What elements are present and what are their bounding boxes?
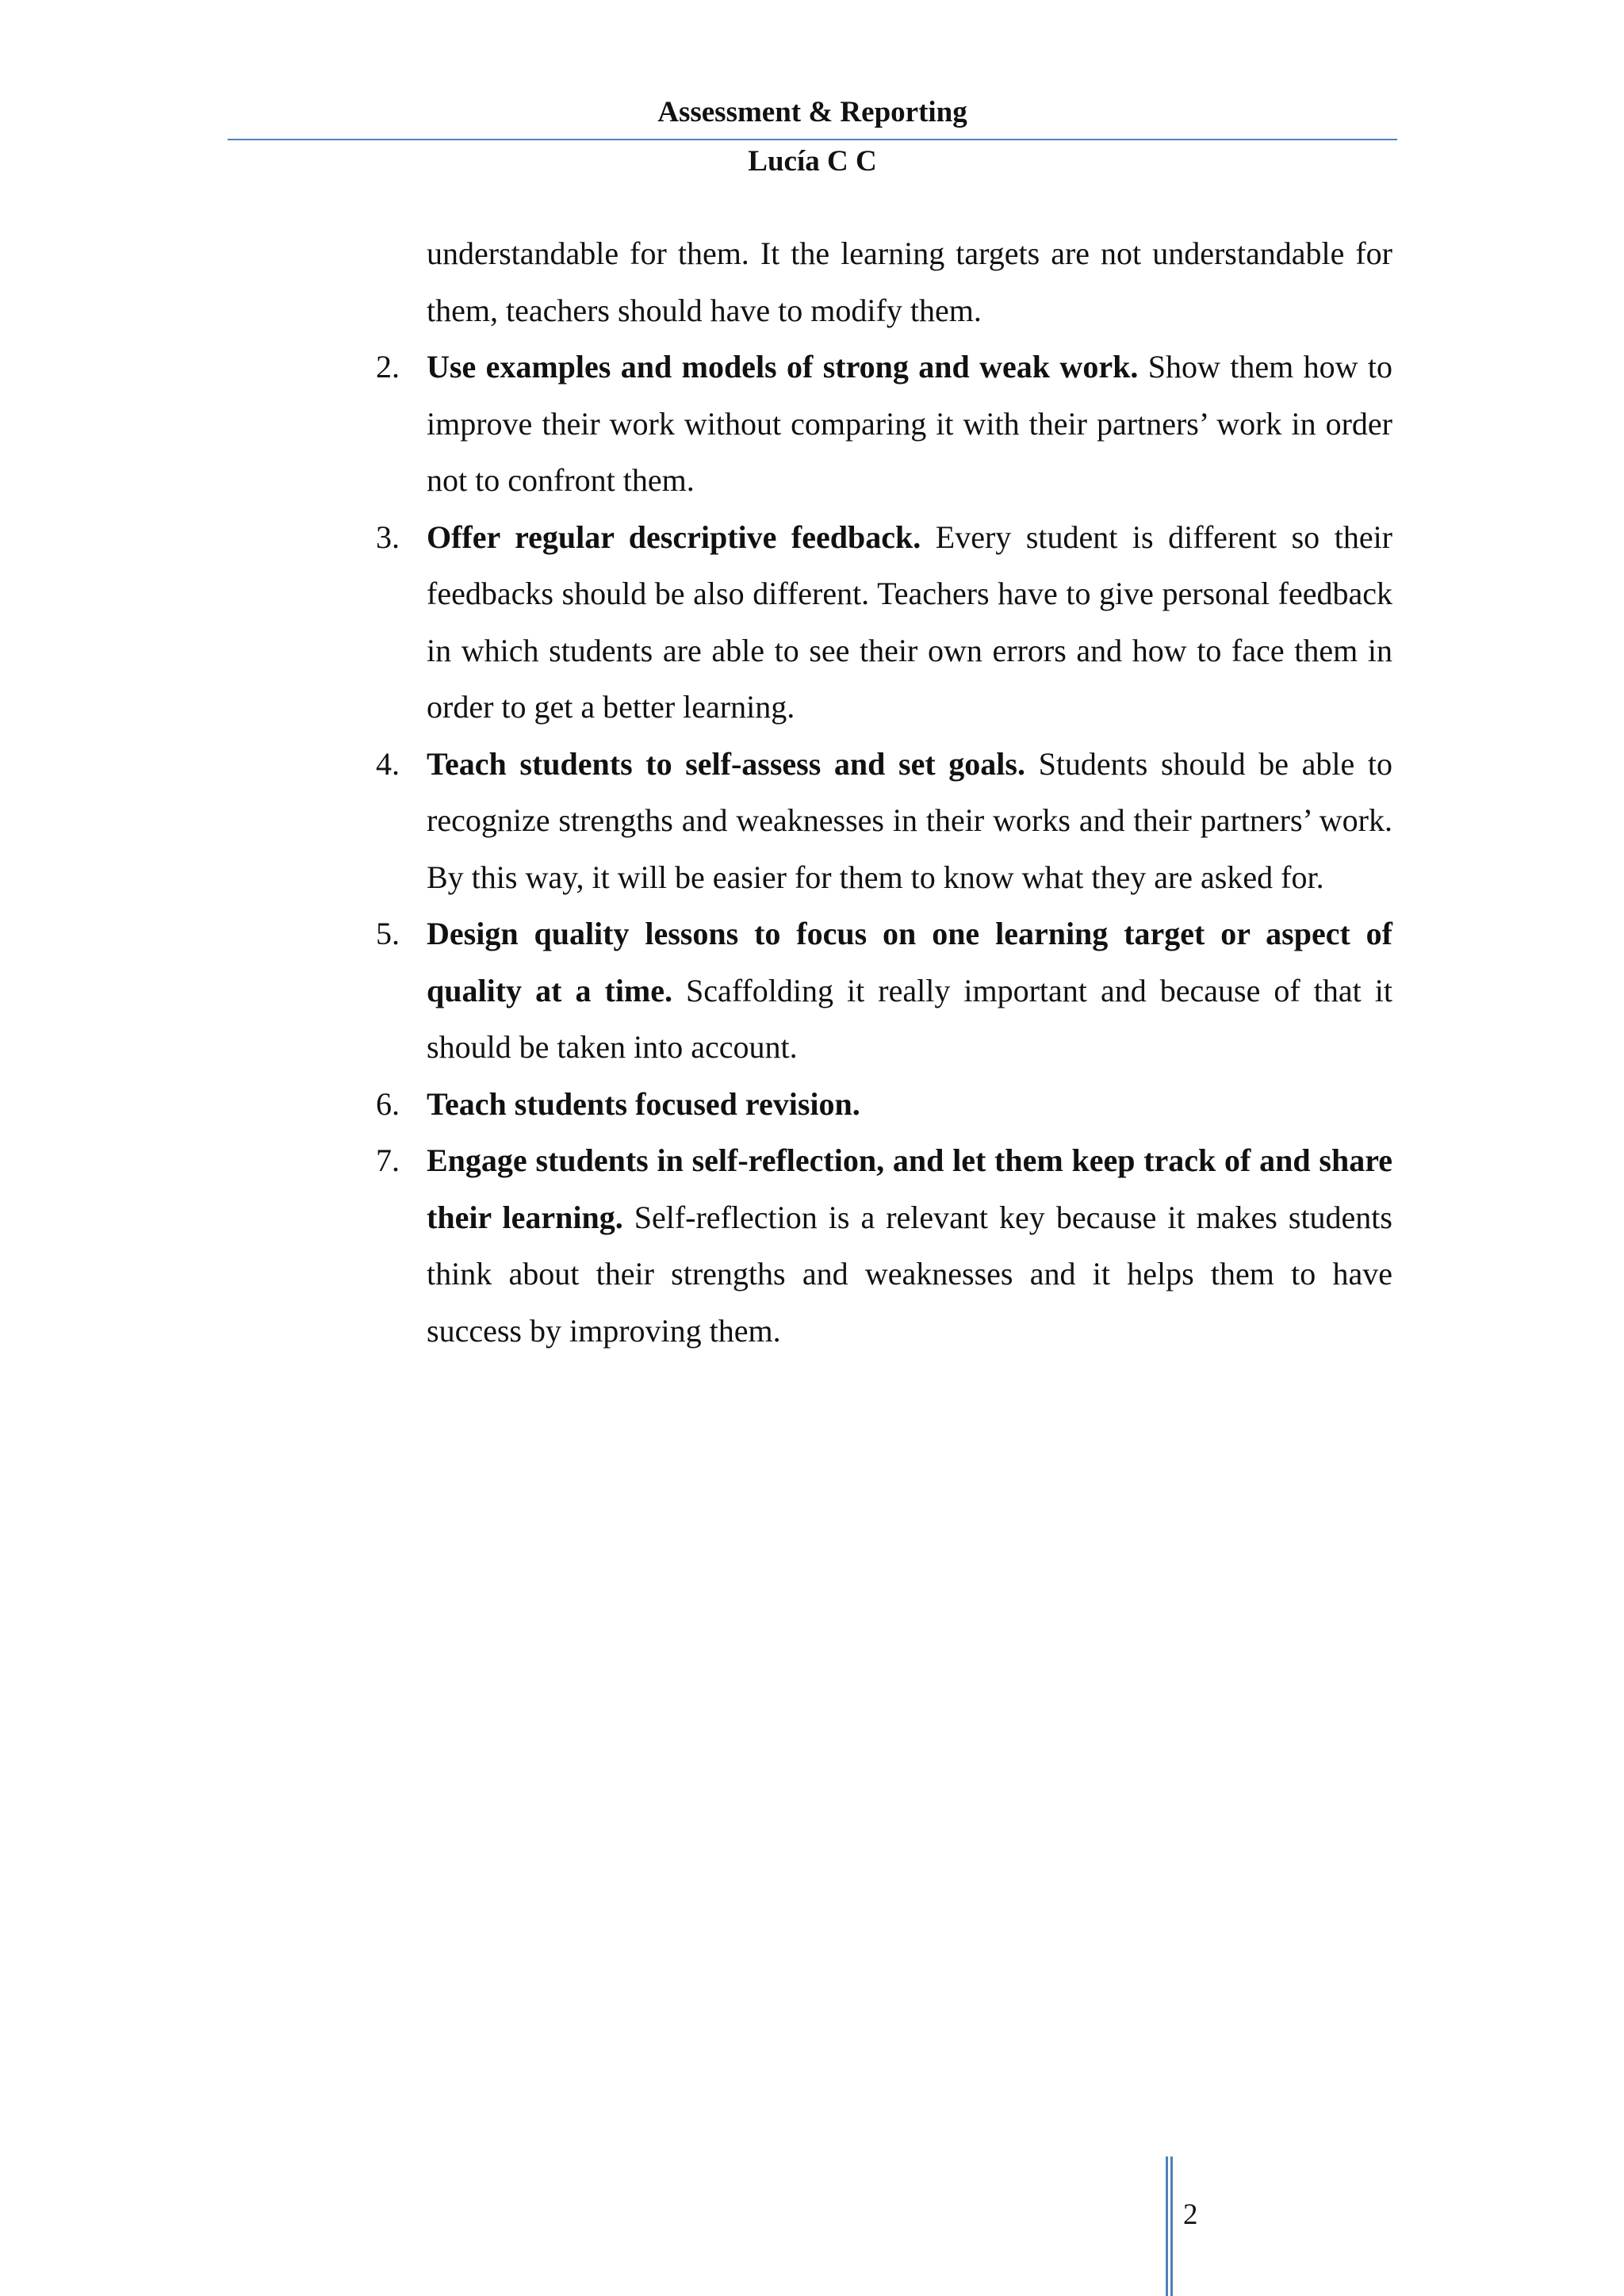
footer-rule-line	[1170, 2156, 1173, 2296]
list-item-number: 2.	[376, 349, 400, 385]
list-item	[365, 736, 1392, 906]
list-item-text: Self-reflection is a relevant key because it makes students think about their strengths and weaknesses and it helps them to have success by improving them.	[427, 1199, 1392, 1349]
page-header	[228, 94, 1397, 132]
list-item	[365, 509, 1392, 736]
page-number: 2	[1183, 2198, 1198, 2231]
list-item-heading: Offer regular descriptive feedback.	[427, 519, 921, 555]
intro-paragraph: understandable for them. It the learning targets are not understandable for them, teachers should have to modify them.	[427, 235, 1392, 328]
list-item-heading: Teach students focused revision.	[427, 1085, 860, 1122]
list-item-number: 3.	[376, 519, 400, 555]
list-item	[365, 1132, 1392, 1359]
header-title: Assessment & Reporting	[657, 96, 967, 128]
document-body	[365, 225, 1392, 1359]
strategy-list	[365, 339, 1392, 1359]
list-item	[365, 905, 1392, 1076]
footer-double-rule	[1166, 2156, 1174, 2296]
list-item-text: Scaffolding it really important and because of that it should be taken into account.	[427, 972, 1392, 1065]
list-item-number: 4.	[376, 745, 400, 782]
list-item-text: Show them how to improve their work without comparing it with their partners’ work in order not to confront them.	[427, 349, 1392, 498]
header-divider	[228, 139, 1397, 140]
list-item-number: 7.	[376, 1142, 400, 1178]
footer-rule-line	[1166, 2156, 1168, 2296]
list-item-heading: Design quality lessons to focus on one learning target or aspect of quality at a time.	[427, 916, 1392, 1008]
list-item-text: Students should be able to recognize strengths and weaknesses in their works and their partners’ work. By this way, it will be easier for them to know what they are asked for.	[427, 745, 1392, 895]
list-item	[365, 339, 1392, 509]
list-item-number: 6.	[376, 1085, 400, 1122]
list-item-heading: Use examples and models of strong and weak work.	[427, 349, 1139, 385]
header-author: Lucía C C	[748, 145, 877, 178]
list-item	[365, 1076, 1392, 1133]
list-item-number: 5.	[376, 916, 400, 951]
list-item-heading: Teach students to self-assess and set goals.	[427, 745, 1025, 782]
list-item-heading: Engage students in self-reflection, and let them keep track of and share their learning.	[427, 1142, 1392, 1235]
list-item-text: Every student is different so their feedbacks should be also different. Teachers have to give personal feedback in which students are able to see their own errors and how to face them in order to get a better learning.	[427, 519, 1393, 725]
